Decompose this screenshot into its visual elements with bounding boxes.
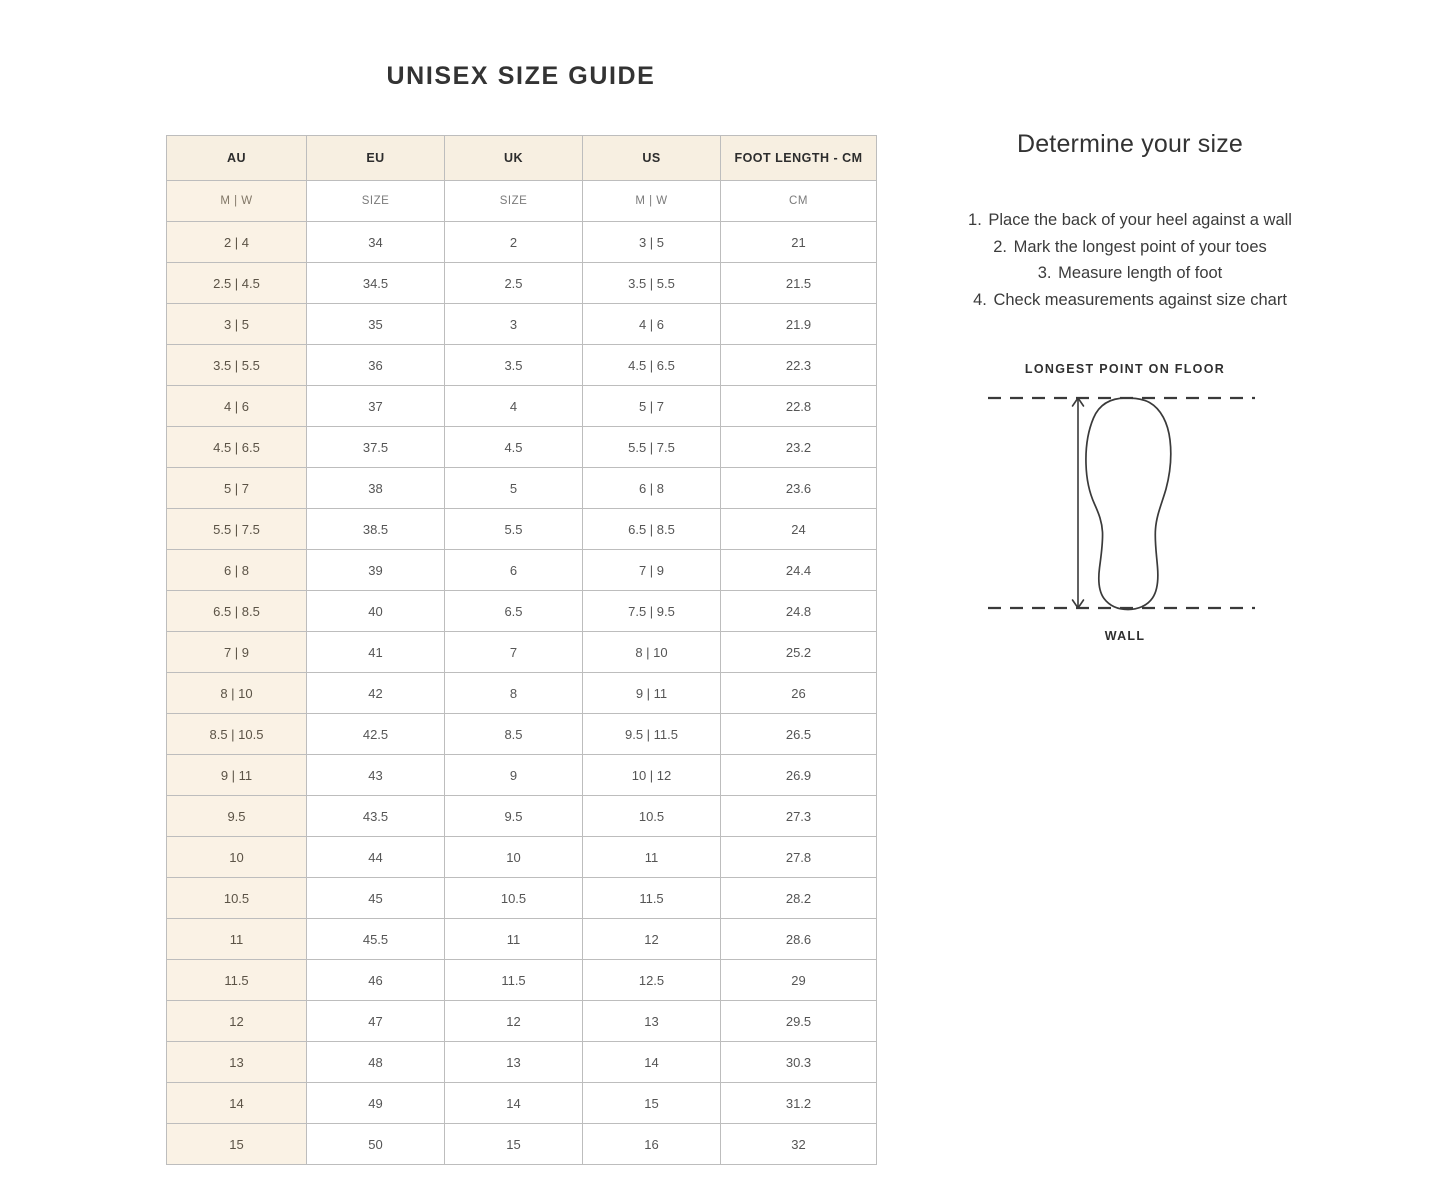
cell-eu: 38 (307, 468, 445, 509)
cell-eu: 40 (307, 591, 445, 632)
step-number: 3. (1037, 264, 1052, 282)
table-row (167, 386, 877, 427)
table-row (167, 591, 877, 632)
cell-us: 4.5 | 6.5 (583, 345, 721, 386)
cell-us: 6 | 8 (583, 468, 721, 509)
cell-au: 4 | 6 (167, 386, 307, 427)
cell-eu: 41 (307, 632, 445, 673)
cell-us: 3.5 | 5.5 (583, 263, 721, 304)
size-table-head (167, 136, 877, 181)
cell-au: 10.5 (167, 878, 307, 919)
step-number: 2. (993, 237, 1008, 256)
cell-us: 12 (583, 919, 721, 960)
cell-au: 9.5 (167, 796, 307, 837)
cell-cm: 27.3 (721, 796, 877, 837)
cell-eu: 36 (307, 345, 445, 386)
cell-au: 2.5 | 4.5 (167, 263, 307, 304)
cell-uk: 11.5 (445, 960, 583, 1001)
size-table-body (167, 181, 877, 1165)
cell-au: 4.5 | 6.5 (167, 427, 307, 468)
cell-eu: 43.5 (307, 796, 445, 837)
cell-us: 14 (583, 1042, 721, 1083)
cell-us: 16 (583, 1124, 721, 1165)
cell-eu: 43 (307, 755, 445, 796)
diagram-label-longest-point: LONGEST POINT ON FLOOR (1024, 362, 1226, 376)
table-row (167, 1001, 877, 1042)
cell-cm: 21 (721, 222, 877, 263)
cell-us: 7.5 | 9.5 (583, 591, 721, 632)
cell-us: 6.5 | 8.5 (583, 509, 721, 550)
cell-uk: 4 (445, 386, 583, 427)
step-number: 4. (973, 290, 987, 309)
cell-uk: 2 (445, 222, 583, 263)
cell-eu: 37 (307, 386, 445, 427)
cell-au: 5.5 | 7.5 (167, 509, 307, 550)
cell-uk: 5.5 (445, 509, 583, 550)
cell-uk: 13 (445, 1042, 583, 1083)
diagram-label-wall: WALL (1104, 629, 1146, 643)
table-row (167, 1042, 877, 1083)
cell-cm: 29 (721, 960, 877, 1001)
size-table-container (166, 135, 876, 1165)
cell-au: 12 (167, 1001, 307, 1042)
cell-cm: 25.2 (721, 632, 877, 673)
cell-eu: 42 (307, 673, 445, 714)
table-row (167, 263, 877, 304)
table-row (167, 427, 877, 468)
step-text: Measure length of foot (1058, 264, 1223, 282)
table-row (167, 632, 877, 673)
cell-us: 9.5 | 11.5 (583, 714, 721, 755)
cell-uk: 10 (445, 837, 583, 878)
size-table (166, 135, 877, 1165)
cell-eu: 50 (307, 1124, 445, 1165)
cell-us: 8 | 10 (583, 632, 721, 673)
cell-cm: 24 (721, 509, 877, 550)
cell-eu: 37.5 (307, 427, 445, 468)
cell-eu: 38.5 (307, 509, 445, 550)
cell-eu: 49 (307, 1083, 445, 1124)
cell-uk: 7 (445, 632, 583, 673)
cell-eu: 46 (307, 960, 445, 1001)
cell-au: 7 | 9 (167, 632, 307, 673)
cell-cm: 32 (721, 1124, 877, 1165)
cell-cm: 30.3 (721, 1042, 877, 1083)
table-row (167, 960, 877, 1001)
cell-uk: 9 (445, 755, 583, 796)
cell-cm: 24.8 (721, 591, 877, 632)
cell-us: 7 | 9 (583, 550, 721, 591)
cell-cm: 31.2 (721, 1083, 877, 1124)
cell-cm: 23.2 (721, 427, 877, 468)
header-cell-us: US (583, 136, 721, 181)
cell-us: 3 | 5 (583, 222, 721, 263)
cell-eu: 45.5 (307, 919, 445, 960)
cell-us: 10.5 (583, 796, 721, 837)
table-row (167, 796, 877, 837)
cell-uk: 15 (445, 1124, 583, 1165)
cell-us: 11 (583, 837, 721, 878)
cell-au: 8.5 | 10.5 (167, 714, 307, 755)
measurement-step (930, 260, 1330, 287)
measurement-step (930, 287, 1330, 314)
cell-au: 3.5 | 5.5 (167, 345, 307, 386)
cell-us: 5.5 | 7.5 (583, 427, 721, 468)
subheader-cell-uk: SIZE (445, 181, 583, 222)
step-number: 1. (968, 211, 982, 229)
subheader-cell-au: M | W (167, 181, 307, 222)
cell-uk: 12 (445, 1001, 583, 1042)
cell-uk: 8.5 (445, 714, 583, 755)
cell-cm: 26.5 (721, 714, 877, 755)
measurement-step (930, 234, 1330, 261)
page-title: UNISEX SIZE GUIDE (386, 62, 656, 90)
subheader-row (167, 181, 877, 222)
cell-au: 8 | 10 (167, 673, 307, 714)
cell-au: 14 (167, 1083, 307, 1124)
cell-us: 5 | 7 (583, 386, 721, 427)
cell-cm: 26 (721, 673, 877, 714)
cell-uk: 3 (445, 304, 583, 345)
cell-us: 15 (583, 1083, 721, 1124)
cell-uk: 2.5 (445, 263, 583, 304)
foot-outline-icon (960, 352, 1290, 662)
cell-uk: 9.5 (445, 796, 583, 837)
cell-us: 9 | 11 (583, 673, 721, 714)
table-row (167, 1083, 877, 1124)
table-row (167, 878, 877, 919)
step-text: Check measurements against size chart (993, 290, 1287, 309)
cell-cm: 21.5 (721, 263, 877, 304)
measurement-steps-list (930, 207, 1330, 313)
cell-au: 5 | 7 (167, 468, 307, 509)
cell-au: 11 (167, 919, 307, 960)
header-cell-uk: UK (445, 136, 583, 181)
table-row (167, 222, 877, 263)
step-text: Place the back of your heel against a wall (988, 211, 1292, 229)
cell-uk: 6.5 (445, 591, 583, 632)
cell-eu: 34.5 (307, 263, 445, 304)
cell-us: 11.5 (583, 878, 721, 919)
cell-cm: 22.8 (721, 386, 877, 427)
cell-cm: 28.2 (721, 878, 877, 919)
cell-uk: 8 (445, 673, 583, 714)
cell-us: 12.5 (583, 960, 721, 1001)
cell-us: 10 | 12 (583, 755, 721, 796)
cell-uk: 5 (445, 468, 583, 509)
cell-uk: 11 (445, 919, 583, 960)
table-row (167, 919, 877, 960)
cell-au: 13 (167, 1042, 307, 1083)
determine-size-panel (930, 130, 1330, 313)
cell-uk: 6 (445, 550, 583, 591)
table-row (167, 837, 877, 878)
cell-cm: 22.3 (721, 345, 877, 386)
header-cell-au: AU (167, 136, 307, 181)
foot-sole-outline (1086, 398, 1171, 610)
table-row (167, 1124, 877, 1165)
cell-eu: 34 (307, 222, 445, 263)
foot-measurement-diagram (960, 352, 1290, 662)
cell-uk: 14 (445, 1083, 583, 1124)
cell-au: 6 | 8 (167, 550, 307, 591)
subheader-cell-eu: SIZE (307, 181, 445, 222)
cell-au: 10 (167, 837, 307, 878)
cell-eu: 45 (307, 878, 445, 919)
cell-eu: 39 (307, 550, 445, 591)
table-row (167, 304, 877, 345)
measurement-step (930, 207, 1330, 234)
cell-cm: 28.6 (721, 919, 877, 960)
header-cell-eu: EU (307, 136, 445, 181)
cell-au: 2 | 4 (167, 222, 307, 263)
cell-eu: 47 (307, 1001, 445, 1042)
determine-size-title: Determine your size (1016, 130, 1244, 158)
cell-cm: 23.6 (721, 468, 877, 509)
table-row (167, 550, 877, 591)
table-row (167, 673, 877, 714)
header-row (167, 136, 877, 181)
cell-au: 9 | 11 (167, 755, 307, 796)
cell-au: 15 (167, 1124, 307, 1165)
cell-eu: 42.5 (307, 714, 445, 755)
subheader-cell-us: M | W (583, 181, 721, 222)
table-row (167, 345, 877, 386)
step-text: Mark the longest point of your toes (1013, 237, 1267, 256)
cell-eu: 35 (307, 304, 445, 345)
table-row (167, 509, 877, 550)
subheader-cell-cm: CM (721, 181, 877, 222)
cell-au: 6.5 | 8.5 (167, 591, 307, 632)
cell-cm: 26.9 (721, 755, 877, 796)
table-row (167, 714, 877, 755)
cell-uk: 3.5 (445, 345, 583, 386)
cell-eu: 48 (307, 1042, 445, 1083)
cell-au: 3 | 5 (167, 304, 307, 345)
cell-uk: 10.5 (445, 878, 583, 919)
cell-cm: 27.8 (721, 837, 877, 878)
cell-us: 13 (583, 1001, 721, 1042)
cell-cm: 29.5 (721, 1001, 877, 1042)
header-cell-foot-length: FOOT LENGTH - CM (721, 136, 877, 181)
table-row (167, 755, 877, 796)
cell-au: 11.5 (167, 960, 307, 1001)
cell-cm: 21.9 (721, 304, 877, 345)
cell-us: 4 | 6 (583, 304, 721, 345)
table-row (167, 468, 877, 509)
cell-uk: 4.5 (445, 427, 583, 468)
cell-cm: 24.4 (721, 550, 877, 591)
cell-eu: 44 (307, 837, 445, 878)
